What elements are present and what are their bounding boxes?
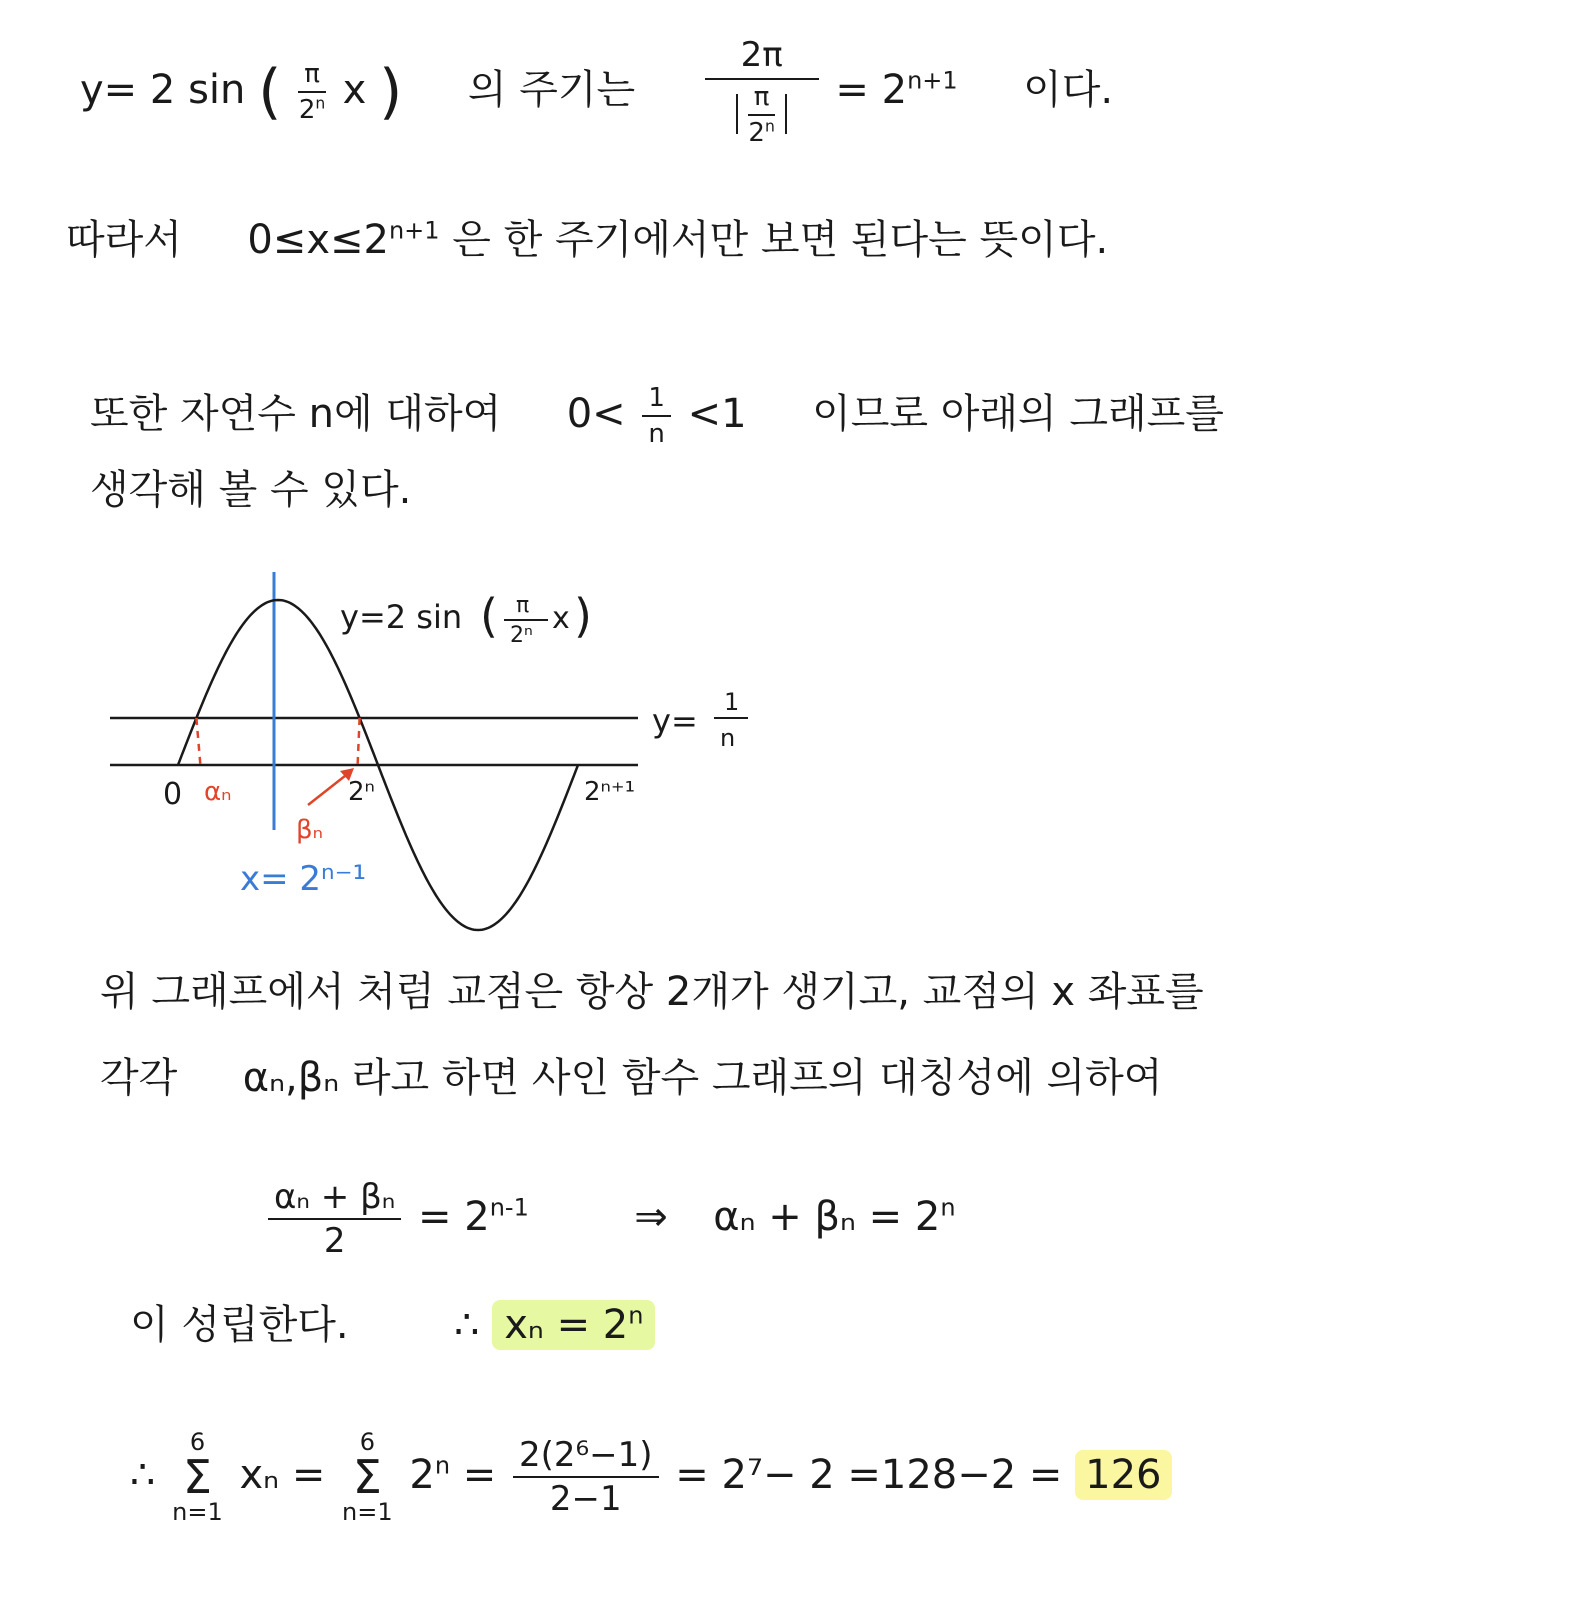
- line3-text-a: 또한 자연수 n에 대하여: [90, 391, 502, 437]
- alpha-label: αₙ: [204, 777, 232, 807]
- inner-fraction: [298, 61, 326, 123]
- origin-label: 0: [163, 777, 183, 812]
- line-domain: 따라서 $0\le x\le 2^{n+1}$ 은 한 주기에서만 보면 된다는 뜻이다.: [66, 216, 1109, 263]
- alpha-dash: [196, 718, 200, 765]
- curve-label-var: x: [552, 601, 570, 636]
- line-consider: 생각해 볼 수 있다.: [90, 467, 412, 513]
- beta-arrow: [308, 772, 350, 805]
- particle-text: 의 주기는: [467, 67, 636, 113]
- alpha-beta-vars: αₙ,βₙ: [242, 1055, 340, 1101]
- eq-lhs: y= 2 sin: [80, 67, 246, 113]
- inner-num: π: [298, 61, 326, 93]
- sum-term-1: xₙ: [239, 1452, 280, 1498]
- line2-text-a: 따라서: [66, 217, 182, 263]
- ineq-right: <1: [687, 391, 747, 437]
- hline-label-num: 1: [724, 688, 740, 716]
- midpoint-fraction: $\frac{\text{αₙ + βₙ}}{2}$: [268, 1180, 401, 1258]
- sum-equals-1: =: [291, 1452, 326, 1498]
- line6-text-b: 라고 하면 사인 함수 그래프의 대칭성에 의하여: [351, 1055, 1163, 1101]
- line-summation: [130, 1430, 1172, 1524]
- curve-label-den: 2ⁿ: [510, 623, 533, 648]
- implies-arrow: ⇒: [634, 1194, 668, 1240]
- midpoint-rhs: 2$^{n-1}$: [464, 1193, 529, 1240]
- period-num: 2π: [705, 38, 819, 80]
- line-result: [130, 1301, 655, 1348]
- beta-label: βₙ: [296, 815, 323, 845]
- therefore-symbol: ∴: [454, 1302, 480, 1348]
- tick-2n1-label: 2ⁿ⁺¹: [584, 777, 636, 807]
- tick-2n-label: 2ⁿ: [348, 777, 375, 807]
- line-symmetry: [100, 1055, 1163, 1101]
- hline-label-lhs: y=: [652, 702, 698, 740]
- abs-value: $\frac{\pi}{2^n}$: [736, 94, 788, 134]
- line6-text-a: 각각: [100, 1055, 178, 1101]
- geometric-fraction: $\frac{\text{2(2⁶−1)}}{2-1}$: [513, 1438, 659, 1516]
- line1-ending: 이다.: [1023, 67, 1114, 113]
- sum-rest: = 2⁷− 2 =128−2 =: [675, 1452, 1063, 1498]
- paren-close: ): [379, 57, 403, 127]
- paren-open: (: [258, 57, 282, 127]
- highlighted-result: $x_n = 2^n$: [492, 1300, 655, 1350]
- curve-paren-close: ): [574, 589, 592, 643]
- midpoint-equals: =: [418, 1194, 452, 1240]
- line-midpoint-eq: [264, 1177, 956, 1261]
- line8-text: 이 성립한다.: [130, 1302, 349, 1348]
- sum-term-2: 2$^n$: [409, 1451, 451, 1498]
- therefore-symbol-2: ∴: [130, 1452, 156, 1498]
- curve-paren-open: (: [480, 589, 498, 643]
- equals-sign: =: [835, 67, 869, 113]
- inner-var: x: [342, 67, 367, 113]
- line2-text-b: 은 한 주기에서만 보면 된다는 뜻이다.: [452, 217, 1109, 263]
- curve-label-lhs: y=2 sin: [340, 598, 463, 636]
- inner-den: 2$^n$: [298, 94, 326, 125]
- ineq-left: 0<: [566, 391, 626, 437]
- beta-dash: [358, 718, 360, 765]
- line-condition: [90, 385, 1224, 447]
- one-over-n: $\frac{1}{n}$: [642, 385, 671, 447]
- axis-label: x= 2ⁿ⁻¹: [240, 859, 367, 899]
- sum-rhs: $\alpha_n + \beta_n = 2^n$: [713, 1193, 956, 1240]
- line-intersections: 위 그래프에서 처럼 교점은 항상 2개가 생기고, 교점의 x 좌표를: [100, 969, 1204, 1015]
- curve-label-num: π: [516, 593, 530, 618]
- line-period: [80, 35, 1114, 148]
- sigma-2: 6 Σ n=1: [342, 1428, 393, 1526]
- period-fraction: [705, 35, 819, 148]
- line3-text-b: 이므로 아래의 그래프를: [812, 391, 1224, 437]
- sum-equals-2: =: [462, 1452, 497, 1498]
- domain-inequality: 0≤x≤: [247, 217, 364, 263]
- period-result: $2^{n+1}$: [881, 66, 958, 113]
- final-answer: 126: [1075, 1450, 1171, 1500]
- sine-graph: [100, 560, 900, 940]
- sigma-1: 6 Σ n=1: [172, 1428, 223, 1526]
- period-den: [736, 80, 788, 146]
- hline-label-den: n: [720, 724, 736, 752]
